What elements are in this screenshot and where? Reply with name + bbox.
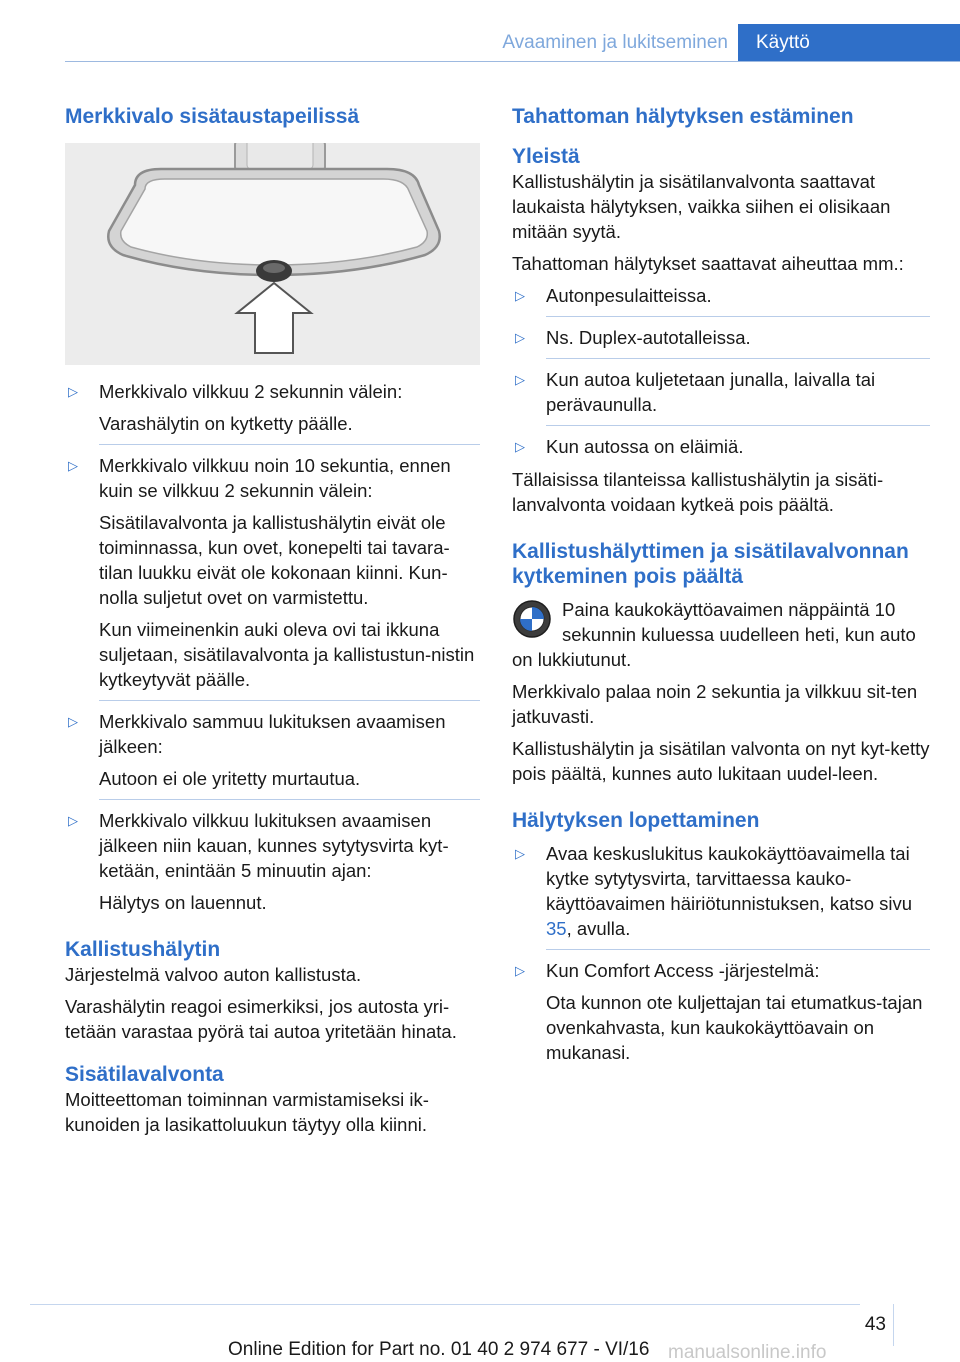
triangle-bullet-icon: ▷ bbox=[68, 384, 78, 399]
section-title-disable: Kallistushälyttimen ja sisätilavalvonnan kytkeminen pois päältä bbox=[512, 540, 909, 588]
list-divider bbox=[546, 949, 930, 950]
causes-list bbox=[512, 283, 930, 459]
mirror-illustration bbox=[65, 143, 480, 365]
disable-paragraph-1: Paina kaukokäyttöavaimen näppäintä 10 sekunnin kuluessa uudelleen heti, kun auto on lukkiutunut. bbox=[512, 599, 916, 670]
section-title-false-alarm: Tahattoman hälytyksen estäminen bbox=[512, 105, 854, 128]
section-title-interior: Sisätilavalvonta bbox=[65, 1063, 224, 1086]
page-number: 43 bbox=[864, 1314, 886, 1335]
list-item: ▷ Merkkivalo sammuu lukituksen avaamisen jälkeen: Autoon ei ole yritetty murtautua. bbox=[68, 711, 446, 789]
list-item: ▷ Merkkivalo vilkkuu 2 sekunnin välein: Varashälytin on kytketty päälle. bbox=[68, 381, 403, 434]
page-footer bbox=[0, 1304, 960, 1362]
triangle-bullet-icon: ▷ bbox=[515, 439, 525, 454]
disable-instruction bbox=[512, 597, 930, 672]
page-header bbox=[0, 24, 960, 62]
list-item: ▷ Avaa keskuslukitus kaukokäyttöavaimella tai kytke sytytysvirta, tarvittaessa kauko-käyttöavaimen häiriötunnistuksen, katso sivu 35, avulla. bbox=[515, 843, 913, 939]
triangle-bullet-icon: ▷ bbox=[515, 846, 525, 861]
general-paragraph-2: Tahattoman hälytykset saattavat aiheuttaa mm.: bbox=[512, 253, 904, 274]
stop-alarm-list bbox=[512, 841, 930, 1065]
list-item: ▷ Ns. Duplex-autotalleissa. bbox=[515, 327, 751, 348]
triangle-bullet-icon: ▷ bbox=[68, 458, 78, 473]
section-title-stop-alarm: Hälytyksen lopettaminen bbox=[512, 809, 760, 832]
list-item: ▷ Merkkivalo vilkkuu noin 10 sekuntia, ennen kuin se vilkkuu 2 sekunnin välein: Sisätilavalvonta ja kallistushälytin eivät ole toiminnassa, kun ovet, konepelti tai tavara-tilan luukku eivät ole kokonaan kiinni. Kun-nolla suljetut ovet on varmistettu. Kun viimeinenkin auki oleva ovi tai ikkuna suljetaan, sisätilavalvonta ja kallistustun-nistin kytkeytyvät päälle. bbox=[68, 455, 475, 690]
list-divider bbox=[546, 358, 930, 359]
tilt-paragraph-2: Varashälytin reagoi esimerkiksi, jos autosta yri-tetään varastaa pyörä tai autoa yritetään hinata. bbox=[65, 996, 457, 1042]
right-column bbox=[512, 104, 930, 1073]
list-item: ▷ Autonpesulaitteissa. bbox=[515, 285, 712, 306]
section-title-tilt-alarm: Kallistushälytin bbox=[65, 938, 221, 961]
edition-text: Online Edition for Part no. 01 40 2 974 677 - VI/16 bbox=[228, 1339, 650, 1360]
disable-paragraph-2: Merkkivalo palaa noin 2 sekuntia ja vilkkuu sit-ten jatkuvasti. bbox=[512, 681, 918, 727]
list-divider bbox=[546, 425, 930, 426]
header-section-title: Avaaminen ja lukitseminen bbox=[502, 32, 728, 53]
bmw-key-button-icon bbox=[512, 599, 552, 639]
triangle-bullet-icon: ▷ bbox=[515, 963, 525, 978]
triangle-bullet-icon: ▷ bbox=[68, 714, 78, 729]
list-item: ▷ Kun autossa on eläimiä. bbox=[515, 436, 744, 457]
left-column bbox=[65, 104, 480, 1144]
general-paragraph-1: Kallistushälytin ja sisätilanvalvonta saattavat laukaista hälytyksen, vaikka siihen ei olisikaan mitään syytä. bbox=[512, 171, 891, 242]
list-item: ▷ Kun autoa kuljetetaan junalla, laivalla tai perävaunulla. bbox=[515, 369, 876, 415]
triangle-bullet-icon: ▷ bbox=[515, 288, 525, 303]
list-divider bbox=[99, 444, 480, 445]
disable-paragraph-3: Kallistushälytin ja sisätilan valvonta on nyt kyt-ketty pois päältä, kunnes auto lukitaan uudel-leen. bbox=[512, 738, 930, 784]
watermark-text: manualsonline.info bbox=[668, 1342, 827, 1362]
rearview-mirror-icon bbox=[65, 143, 480, 365]
page-number-divider bbox=[893, 1304, 894, 1346]
general-paragraph-3: Tällaisissa tilanteissa kallistushälytin ja sisäti-lanvalvonta voidaan kytkeä pois päältä. bbox=[512, 469, 884, 515]
list-item: ▷ Kun Comfort Access -järjestelmä: Ota kunnon ote kuljettajan tai etumatkus-tajan ovenkahvasta, kun kaukokäyttöavain on mukanasi. bbox=[515, 960, 923, 1063]
list-divider bbox=[99, 799, 480, 800]
triangle-bullet-icon: ▷ bbox=[515, 330, 525, 345]
footer-divider bbox=[30, 1304, 860, 1305]
section-title-indicator: Merkkivalo sisätaustapeilissä bbox=[65, 105, 360, 128]
tilt-paragraph-1: Järjestelmä valvoo auton kallistusta. bbox=[65, 964, 362, 985]
section-title-general: Yleistä bbox=[512, 145, 580, 168]
interior-paragraph-1: Moitteettoman toiminnan varmistamiseksi ik-kunoiden ja lasikattoluukun täytyy olla kiinni. bbox=[65, 1089, 429, 1135]
header-divider bbox=[65, 61, 960, 62]
list-divider bbox=[99, 700, 480, 701]
list-item: ▷ Merkkivalo vilkkuu lukituksen avaamisen jälkeen niin kauan, kunnes sytytysvirta kyt-ketään, enintään 5 minuutin ajan: Hälytys on lauennut. bbox=[68, 810, 449, 913]
list-divider bbox=[546, 316, 930, 317]
triangle-bullet-icon: ▷ bbox=[515, 372, 525, 387]
page-reference-link[interactable]: 35 bbox=[546, 918, 567, 939]
indicator-list bbox=[65, 379, 480, 915]
triangle-bullet-icon: ▷ bbox=[68, 813, 78, 828]
header-chapter-tab: Käyttö bbox=[738, 24, 960, 62]
